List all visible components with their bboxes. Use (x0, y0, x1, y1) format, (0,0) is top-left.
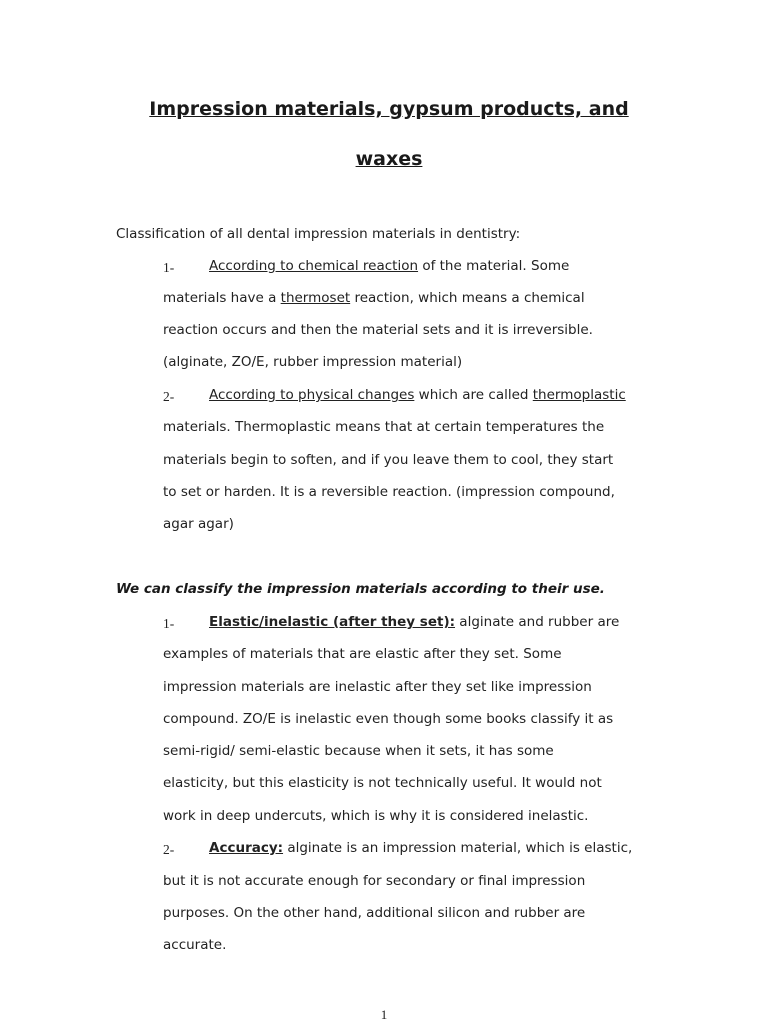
intro-paragraph: Classification of all dental impression materials in dentistry: (116, 226, 521, 242)
elastic-line-2: examples of materials that are elastic after they set. Some (163, 646, 562, 662)
elastic-lead: Elastic/inelastic (after they set): (209, 614, 456, 630)
chemical-line-2 (163, 292, 585, 306)
list-number-physical: 2- (163, 389, 175, 404)
accuracy-line-4: accurate. (163, 937, 227, 953)
physical-lead: According to physical changes (209, 387, 415, 403)
list-number-elastic: 1- (163, 616, 175, 631)
elastic-line-7: work in deep undercuts, which is why it is considered inelastic. (163, 808, 589, 824)
thermoplastic-term: thermoplastic (532, 387, 626, 403)
accuracy-line-2: but it is not accurate enough for secondary or final impression (163, 873, 586, 889)
physical-rest: which are called (414, 387, 533, 403)
physical-line-5: agar agar) (163, 516, 234, 532)
accuracy-line-1 (209, 842, 632, 856)
page-number: 1 (380, 1007, 388, 1022)
chemical-line-4: (alginate, ZO/E, rubber impression material) (163, 354, 463, 370)
accuracy-line-3: purposes. On the other hand, additional silicon and rubber are (163, 905, 586, 921)
accuracy-lead: Accuracy: (209, 840, 284, 856)
chemical-line-2a: materials have a (163, 290, 281, 306)
physical-line-3: materials begin to soften, and if you leave them to cool, they start (163, 452, 614, 468)
page-title-line-1: Impression materials, gypsum products, and (149, 98, 629, 120)
accuracy-rest: alginate is an impression material, which is elastic, (283, 840, 633, 856)
chemical-lead: According to chemical reaction (209, 258, 419, 274)
chemical-rest: of the material. Some (418, 258, 570, 274)
chemical-line-3: reaction occurs and then the material sets and it is irreversible. (163, 322, 593, 338)
elastic-rest: alginate and rubber are (455, 614, 620, 630)
elastic-line-6: elasticity, but this elasticity is not technically useful. It would not (163, 775, 602, 791)
elastic-line-3: impression materials are inelastic after they set like impression (163, 679, 592, 695)
physical-line-2: materials. Thermoplastic means that at certain temperatures the (163, 419, 605, 435)
use-classification-heading: We can classify the impression materials according to their use. (116, 581, 605, 597)
list-number-accuracy: 2- (163, 842, 175, 857)
page-title-line-2: waxes (355, 148, 423, 170)
elastic-line-1 (209, 616, 619, 630)
list-number-chemical: 1- (163, 260, 175, 275)
physical-line-4: to set or harden. It is a reversible reaction. (impression compound, (163, 484, 615, 500)
chemical-line-1 (209, 260, 569, 274)
chemical-line-2b: reaction, which means a chemical (350, 290, 585, 306)
physical-line-1 (209, 389, 626, 403)
elastic-line-5: semi-rigid/ semi-elastic because when it sets, it has some (163, 743, 554, 759)
elastic-line-4: compound. ZO/E is inelastic even though some books classify it as (163, 711, 614, 727)
thermoset-term: thermoset (280, 290, 351, 306)
